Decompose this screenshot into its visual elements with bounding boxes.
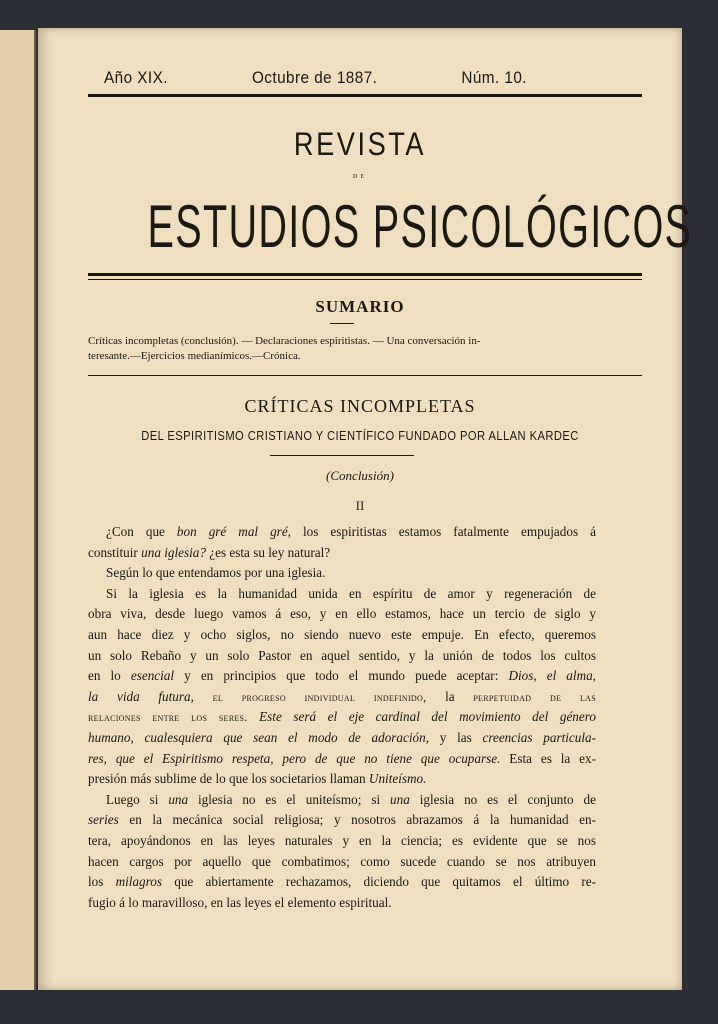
text-line: presión más sublime de lo que los societarios llaman Uniteísmo. [88,771,427,787]
journal-page [38,28,693,990]
issue-date: Octubre de 1887. [251,68,378,87]
issue-year: Año XIX. [104,68,168,87]
masthead-rule-thick [88,273,642,276]
article-conclusion-label: (Conclusión) [326,468,394,483]
sumario-contents [88,334,592,364]
issue-header [104,68,527,88]
section-number: II [355,498,365,513]
adjacent-page-edge [0,30,36,990]
text-line: aun hace diez y ocho siglos, no siendo nuevo este empuje. En efecto, queremos [88,626,596,642]
text-line: en lo esencial y en principios que todo el mundo puede aceptar: Dios, el alma, [88,668,596,684]
sumario-short-rule [330,323,354,324]
sumario-heading: SUMARIO [315,297,405,316]
subtitle-rule [270,455,414,456]
text-line: ¿Con que bon gré mal gré, los espiritistas estamos fatalmente empujados á [106,524,596,539]
text-line: fugio á lo maravilloso, en las leyes el elemento espiritual. [88,894,392,910]
text-line: la vida futura, el progreso individual indefinido, la perpetuidad de las [88,688,596,704]
sumario-line: teresante.—Ejercicios medianímicos.—Crónica. [88,350,301,362]
issue-number: Núm. 10. [461,68,527,87]
masthead-de: DE [353,174,367,180]
text-line: humano, cualesquiera que sean el modo de adoración, y las creencias particula- [88,729,596,745]
text-line: hacen cargos por aquello que combatimos; como sucede cuando se nos atribuyen [88,853,596,869]
masthead-revista: REVISTA [293,126,427,162]
text-line: series en la mecánica social religiosa; y nosotros abrazamos á la humanidad en- [88,812,596,828]
text-line: los milagros que abiertamente rechazamos, diciendo que quitamos el último re- [88,874,597,890]
article-title: CRÍTICAS INCOMPLETAS [244,396,476,416]
text-line: res, que el Espiritismo respeta, pero de que no tiene que ocuparse. Esta es la ex- [88,750,596,766]
article-body [88,522,596,913]
sumario-line: Críticas incompletas (conclusión). — Declaraciones espiritistas. — Una conversación in- [88,335,481,347]
header-rule [88,94,642,97]
masthead-title: ESTUDIOS PSICOLÓGICOS [147,193,693,260]
sumario-rule [88,375,642,376]
text-line: relaciones entre los seres. Este será el eje cardinal del movimiento del género [88,709,596,725]
text-line: Según lo que entendamos por una iglesia. [106,565,326,581]
text-line: Si la iglesia es la humanidad unida en espíritu de amor y regeneración de [106,585,596,601]
text-line: un solo Rebaño y un solo Pastor en aquel sentido, y la unión de todos los cultos [88,647,596,663]
text-line: obra viva, desde luego vamos á eso, y en ello estamos, hace un tercio de siglo y [88,606,596,622]
masthead-rule-thin [88,279,642,280]
article-subtitle: DEL ESPIRITISMO CRISTIANO Y CIENTÍFICO FUNDADO POR ALLAN KARDEC [141,428,579,443]
text-line: constituir una iglesia? ¿es esta su ley natural? [88,544,331,560]
text-line: Luego si una iglesia no es el uniteísmo; si una iglesia no es el conjunto de [106,791,596,807]
text-line: tera, apoyándonos en las leyes naturales y en la ciencia; es evidente que se nos [88,832,596,848]
